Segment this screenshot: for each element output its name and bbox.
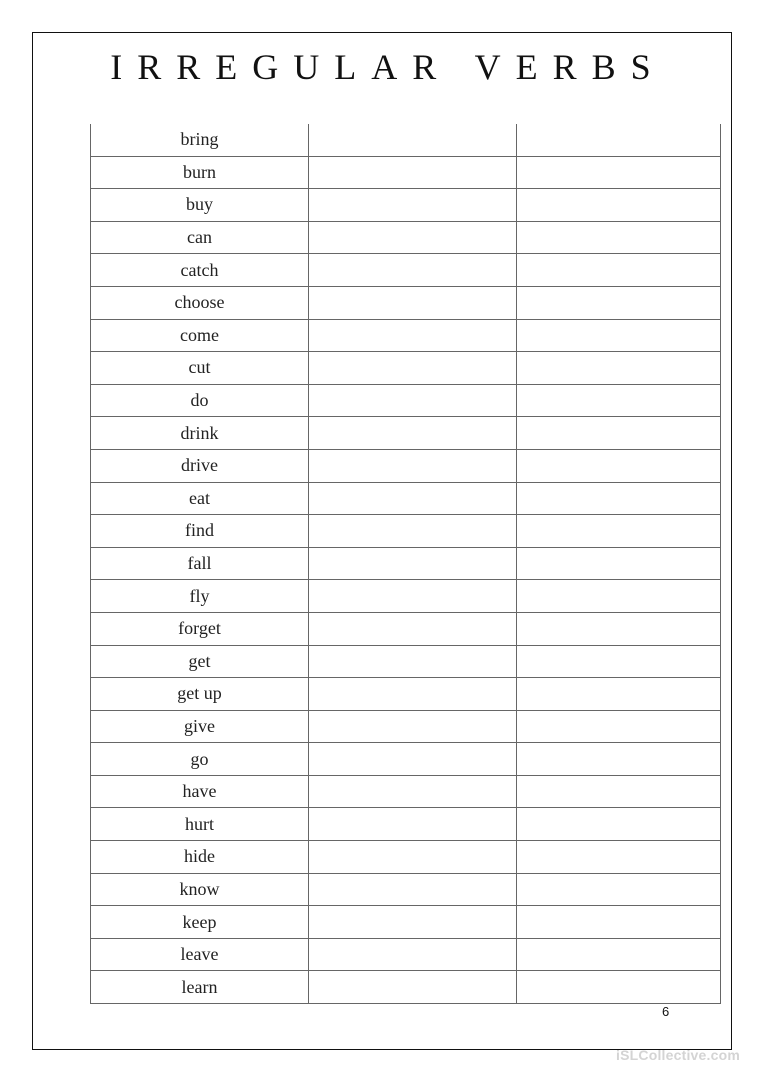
table-row <box>91 254 721 287</box>
past-participle-cell[interactable] <box>517 841 721 874</box>
verb-cell: choose <box>91 286 309 319</box>
past-participle-cell[interactable] <box>517 906 721 939</box>
verb-cell: buy <box>91 189 309 222</box>
past-participle-cell[interactable] <box>517 678 721 711</box>
table-row <box>91 189 721 222</box>
table-row <box>91 873 721 906</box>
table-row <box>91 710 721 743</box>
past-simple-cell[interactable] <box>309 580 517 613</box>
table-row <box>91 547 721 580</box>
past-participle-cell[interactable] <box>517 254 721 287</box>
table-row <box>91 743 721 776</box>
past-simple-cell[interactable] <box>309 515 517 548</box>
verb-cell: come <box>91 319 309 352</box>
table-row <box>91 156 721 189</box>
verb-cell: cut <box>91 352 309 385</box>
past-participle-cell[interactable] <box>517 938 721 971</box>
past-participle-cell[interactable] <box>517 384 721 417</box>
verb-cell: can <box>91 221 309 254</box>
past-simple-cell[interactable] <box>309 221 517 254</box>
past-simple-cell[interactable] <box>309 384 517 417</box>
verb-cell: hide <box>91 841 309 874</box>
past-participle-cell[interactable] <box>517 221 721 254</box>
past-simple-cell[interactable] <box>309 547 517 580</box>
past-participle-cell[interactable] <box>517 873 721 906</box>
past-simple-cell[interactable] <box>309 319 517 352</box>
verb-cell: find <box>91 515 309 548</box>
verb-cell: keep <box>91 906 309 939</box>
verb-cell: drive <box>91 449 309 482</box>
past-simple-cell[interactable] <box>309 710 517 743</box>
past-simple-cell[interactable] <box>309 743 517 776</box>
table-row <box>91 352 721 385</box>
verb-cell: have <box>91 775 309 808</box>
table-row <box>91 775 721 808</box>
past-simple-cell[interactable] <box>309 808 517 841</box>
past-simple-cell[interactable] <box>309 612 517 645</box>
past-participle-cell[interactable] <box>517 417 721 450</box>
past-simple-cell[interactable] <box>309 971 517 1004</box>
past-participle-cell[interactable] <box>517 449 721 482</box>
past-participle-cell[interactable] <box>517 124 721 156</box>
table-row <box>91 808 721 841</box>
past-participle-cell[interactable] <box>517 156 721 189</box>
past-participle-cell[interactable] <box>517 710 721 743</box>
verb-cell: fly <box>91 580 309 613</box>
past-participle-cell[interactable] <box>517 547 721 580</box>
table-row <box>91 580 721 613</box>
past-participle-cell[interactable] <box>517 319 721 352</box>
table-row <box>91 482 721 515</box>
past-participle-cell[interactable] <box>517 482 721 515</box>
past-simple-cell[interactable] <box>309 417 517 450</box>
table-row <box>91 678 721 711</box>
table-row <box>91 286 721 319</box>
watermark-logo: iSLCollective.com <box>616 1047 740 1063</box>
verb-table <box>90 124 721 1004</box>
table-row <box>91 515 721 548</box>
past-participle-cell[interactable] <box>517 286 721 319</box>
verb-cell: drink <box>91 417 309 450</box>
past-participle-cell[interactable] <box>517 580 721 613</box>
verb-cell: forget <box>91 612 309 645</box>
past-participle-cell[interactable] <box>517 775 721 808</box>
past-participle-cell[interactable] <box>517 189 721 222</box>
verb-cell: catch <box>91 254 309 287</box>
past-simple-cell[interactable] <box>309 482 517 515</box>
table-row <box>91 417 721 450</box>
past-simple-cell[interactable] <box>309 254 517 287</box>
past-simple-cell[interactable] <box>309 873 517 906</box>
past-simple-cell[interactable] <box>309 645 517 678</box>
past-simple-cell[interactable] <box>309 124 517 156</box>
past-simple-cell[interactable] <box>309 906 517 939</box>
verb-cell: eat <box>91 482 309 515</box>
verb-cell: leave <box>91 938 309 971</box>
worksheet-title: IRREGULAR VERBS <box>110 47 666 87</box>
past-participle-cell[interactable] <box>517 808 721 841</box>
table-row <box>91 645 721 678</box>
past-simple-cell[interactable] <box>309 156 517 189</box>
table-row <box>91 938 721 971</box>
past-participle-cell[interactable] <box>517 515 721 548</box>
verb-cell: get <box>91 645 309 678</box>
table-row <box>91 319 721 352</box>
table-row <box>91 841 721 874</box>
past-simple-cell[interactable] <box>309 352 517 385</box>
verb-cell: go <box>91 743 309 776</box>
verb-cell: fall <box>91 547 309 580</box>
past-simple-cell[interactable] <box>309 938 517 971</box>
verb-cell: hurt <box>91 808 309 841</box>
verb-cell: give <box>91 710 309 743</box>
verb-cell: get up <box>91 678 309 711</box>
table-row <box>91 384 721 417</box>
past-simple-cell[interactable] <box>309 189 517 222</box>
past-participle-cell[interactable] <box>517 645 721 678</box>
table-row <box>91 449 721 482</box>
past-simple-cell[interactable] <box>309 286 517 319</box>
verb-cell: do <box>91 384 309 417</box>
table-row <box>91 221 721 254</box>
verb-table-body <box>91 124 721 1004</box>
table-row <box>91 906 721 939</box>
verb-cell: bring <box>91 124 309 156</box>
past-simple-cell[interactable] <box>309 678 517 711</box>
page-number: 6 <box>662 1004 670 1019</box>
verb-cell: know <box>91 873 309 906</box>
past-participle-cell[interactable] <box>517 352 721 385</box>
table-row <box>91 124 721 156</box>
table-row <box>91 971 721 1004</box>
table-row <box>91 612 721 645</box>
verb-cell: learn <box>91 971 309 1004</box>
past-simple-cell[interactable] <box>309 775 517 808</box>
past-simple-cell[interactable] <box>309 841 517 874</box>
verb-cell: burn <box>91 156 309 189</box>
past-participle-cell[interactable] <box>517 743 721 776</box>
past-simple-cell[interactable] <box>309 449 517 482</box>
past-participle-cell[interactable] <box>517 971 721 1004</box>
past-participle-cell[interactable] <box>517 612 721 645</box>
